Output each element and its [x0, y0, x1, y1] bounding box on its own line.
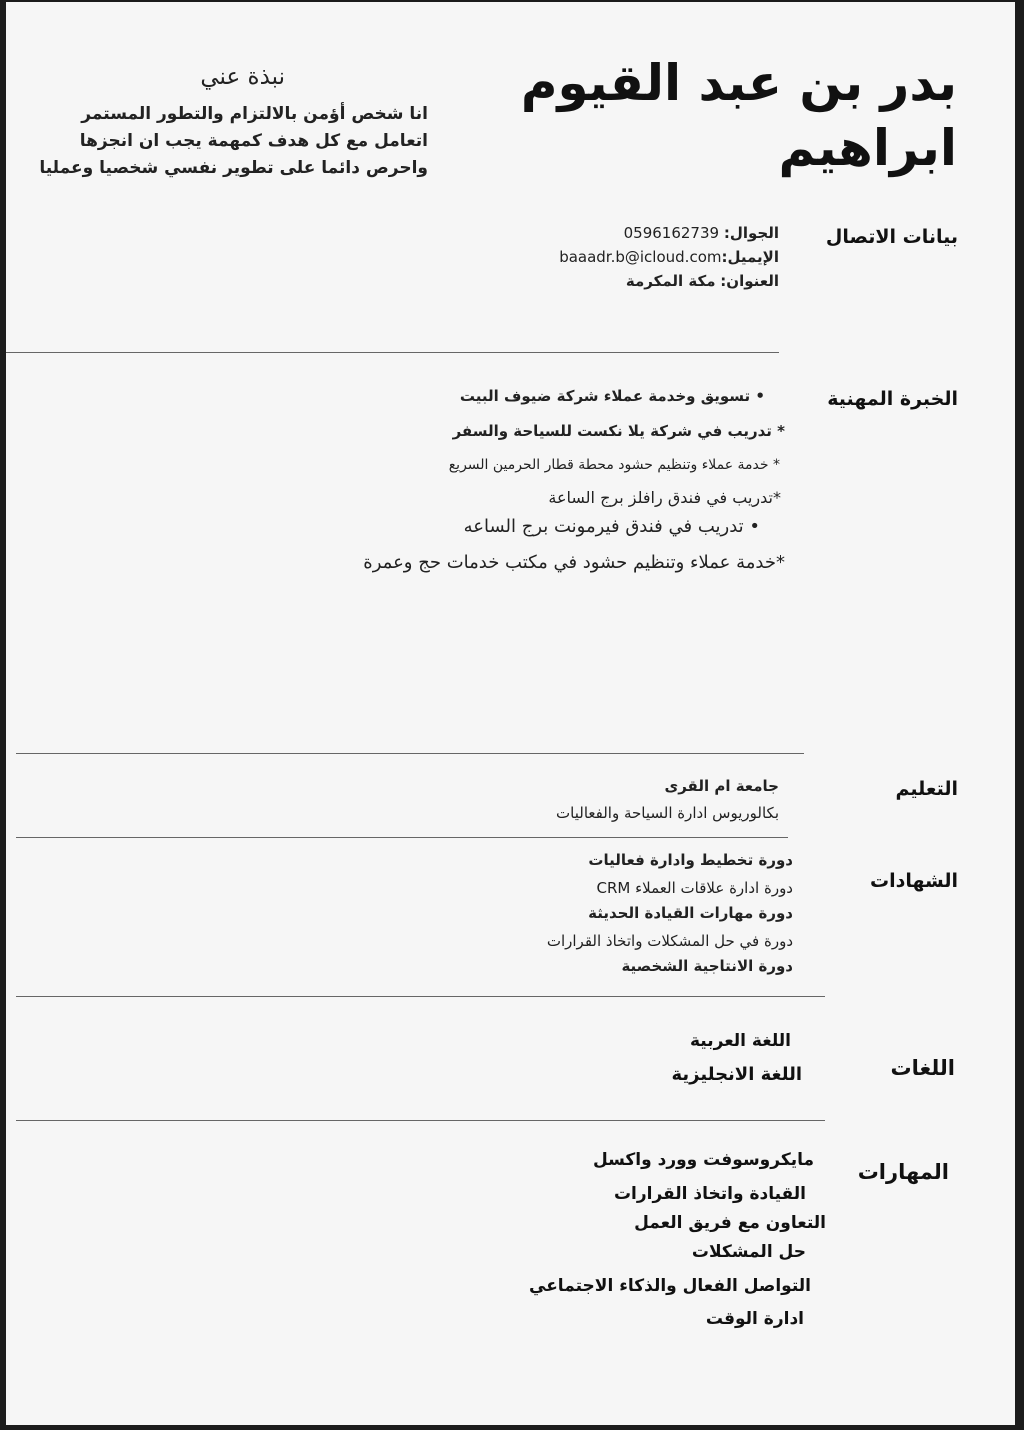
contact-phone [624, 224, 779, 242]
language-item-2: اللغة الانجليزية [671, 1064, 802, 1085]
education-school: جامعة ام القرى [664, 777, 779, 795]
experience-item-2: * تدريب في شركة يلا نكست للسياحة والسفر [452, 422, 785, 440]
experience-item-4: *تدريب في فندق رافلز برج الساعة [548, 488, 781, 507]
email-value: baaadr.b@icloud.com [559, 248, 722, 266]
address-value: مكة المكرمة [625, 272, 716, 290]
certificate-item-5: دورة الانتاجية الشخصية [621, 957, 793, 975]
contact-address [626, 272, 779, 290]
skills-heading: المهارات [857, 1160, 949, 1184]
name-line-1: بدر بن عبد القيوم [520, 54, 957, 112]
skill-item-1: مايكروسوفت وورد واكسل [592, 1150, 814, 1170]
certificates-heading: الشهادات [869, 870, 958, 892]
about-line-1: انا شخص أؤمن بالالتزام والتطور المستمر [81, 104, 428, 124]
certificate-item-2: دورة ادارة علاقات العملاء CRM [596, 879, 793, 897]
divider [16, 996, 825, 997]
experience-item-6: *خدمة عملاء وتنظيم حشود في مكتب خدمات حج وعمرة [363, 552, 785, 573]
languages-heading: اللغات [890, 1056, 955, 1080]
about-line-2: اتعامل مع كل هدف كمهمة يجب ان انجزها [79, 131, 428, 151]
divider [16, 753, 804, 754]
skill-item-4: حل المشكلات [691, 1242, 806, 1262]
about-title: نبذة عني [200, 64, 285, 90]
experience-item-5: • تدريب في فندق فيرمونت برج الساعه [463, 516, 760, 537]
skill-item-6: ادارة الوقت [705, 1309, 804, 1329]
divider [6, 352, 779, 353]
language-item-1: اللغة العربية [690, 1031, 791, 1051]
phone-value: 0596162739 [623, 224, 720, 242]
email-label: الإيميل: [721, 248, 779, 266]
skill-item-3: التعاون مع فريق العمل [634, 1213, 826, 1233]
contact-heading: بيانات الاتصال [825, 226, 958, 248]
resume-page [6, 2, 1015, 1425]
phone-label: الجوال: [723, 224, 779, 242]
divider [16, 1120, 825, 1121]
name-line-2: ابراهيم [778, 119, 957, 177]
education-degree: بكالوريوس ادارة السياحة والفعاليات [556, 804, 779, 822]
about-line-3: واحرص دائما على تطوير نفسي شخصيا وعمليا [39, 158, 428, 178]
certificate-item-1: دورة تخطيط وادارة فعاليات [588, 851, 793, 869]
experience-item-3: * خدمة عملاء وتنظيم حشود محطة قطار الحرمين السريع [448, 457, 780, 473]
divider [16, 837, 788, 838]
certificate-item-3: دورة مهارات القيادة الحديثة [588, 904, 793, 922]
experience-heading: الخبرة المهنية [827, 388, 958, 410]
skill-item-2: القيادة واتخاذ القرارات [613, 1184, 806, 1204]
skill-item-5: التواصل الفعال والذكاء الاجتماعي [529, 1276, 811, 1296]
education-heading: التعليم [895, 778, 958, 800]
address-label: العنوان: [720, 272, 779, 290]
contact-email [559, 248, 779, 266]
certificate-item-4: دورة في حل المشكلات واتخاذ القرارات [546, 932, 793, 950]
experience-item-1: • تسويق وخدمة عملاء شركة ضيوف البيت [459, 387, 765, 405]
